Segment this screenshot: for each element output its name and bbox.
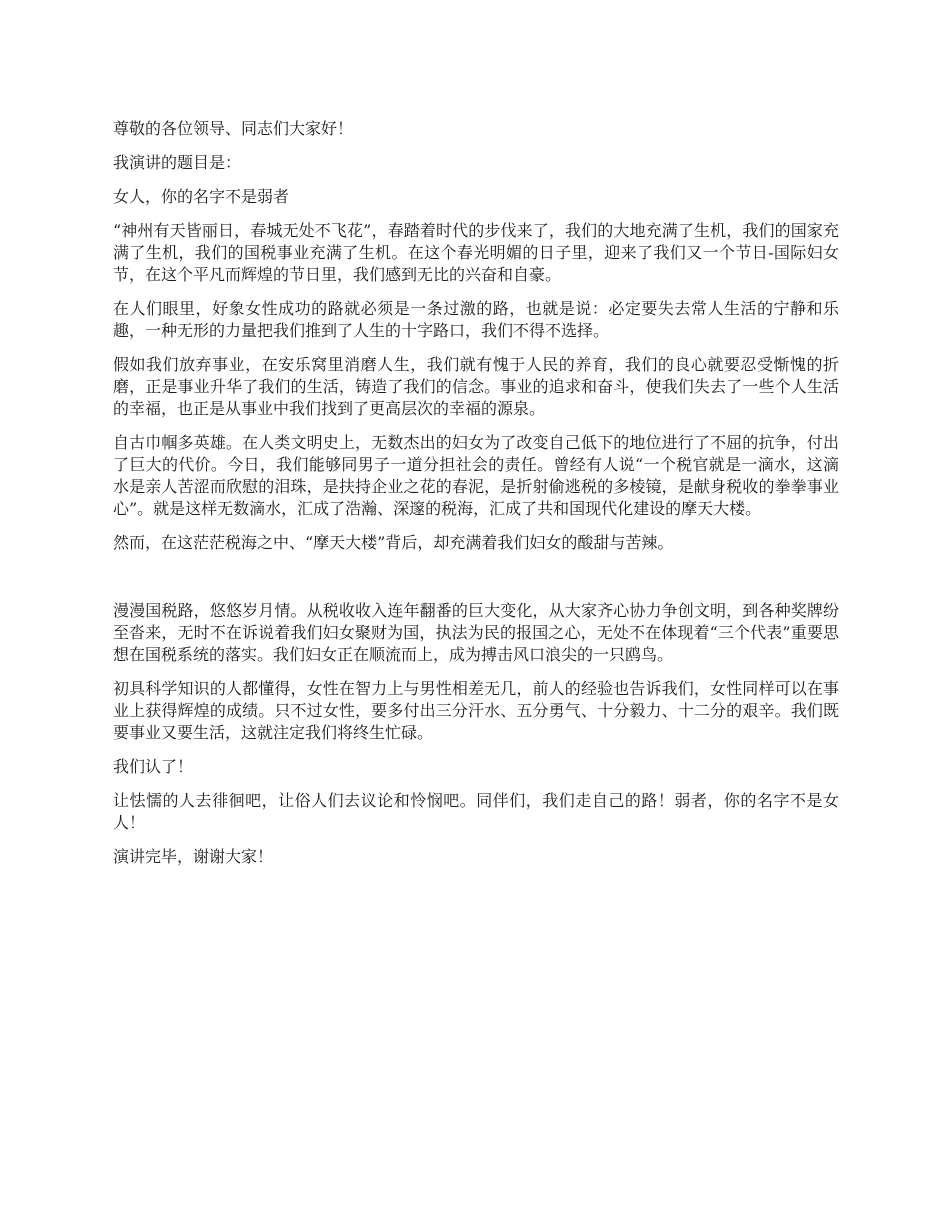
paragraph-gap [113,566,839,600]
greeting-paragraph: 尊敬的各位领导、同志们大家好！ [113,119,354,138]
document-page [113,118,839,880]
body-paragraph: 初具科学知识的人都懂得，女性在智力上与男性相差无几，前人的经验也告诉我们，女性同样可以在事业上获得辉煌的成绩。只不过女性，要多付出三分汗水、五分勇气、十分毅力、十二分的艰辛。我们既要事业又要生活，这就注定我们将终生忙碌。 [113,679,839,742]
body-paragraph: 让怯懦的人去徘徊吧，让俗人们去议论和怜悯吧。同伴们，我们走自己的路！弱者，你的名字不是女人！ [113,791,839,832]
body-paragraph: 假如我们放弃事业，在安乐窝里消磨人生，我们就有愧于人民的养育，我们的良心就要忍受惭愧的折磨，正是事业升华了我们的生活，铸造了我们的信念。事业的追求和奋斗，使我们失去了一些个人生活的幸福，也正是从事业中我们找到了更高层次的幸福的源泉。 [113,355,839,418]
topic-intro-paragraph: 我演讲的题目是： [113,153,242,172]
body-paragraph: 在人们眼里，好象女性成功的路就必须是一条过激的路，也就是说：必定要失去常人生活的宁静和乐趣，一种无形的力量把我们推到了人生的十字路口，我们不得不选择。 [113,299,839,340]
body-paragraph: 然而，在这茫茫税海之中、“摩天大楼”背后，却充满着我们妇女的酸甜与苦辣。 [113,533,674,552]
body-paragraph: 漫漫国税路，悠悠岁月情。从税收收入连年翻番的巨大变化，从大家齐心协力争创文明，到各种奖牌纷至沓来，无时不在诉说着我们妇女聚财为国，执法为民的报国之心，无处不在体现着“三个代表”重要思想在国税系统的落实。我们妇女正在顺流而上，成为搏击风口浪尖的一只鸥鸟。 [113,601,839,664]
body-paragraph: 自古巾帼多英雄。在人类文明史上，无数杰出的妇女为了改变自己低下的地位进行了不屈的抗争，付出了巨大的代价。今日，我们能够同男子一道分担社会的责任。曾经有人说“一个税官就是一滴水，这滴水是亲人苦涩而欣慰的泪珠，是扶持企业之花的春泥，是折射偷逃税的多棱镜，是献身税收的拳拳事业心”。就是这样无数滴水，汇成了浩瀚、深邃的税海，汇成了共和国现代化建设的摩天大楼。 [113,433,839,518]
body-paragraph: “神州有天皆丽日，春城无处不飞花”，春踏着时代的步伐来了，我们的大地充满了生机，我们的国家充满了生机，我们的国税事业充满了生机。在这个春光明媚的日子里，迎来了我们又一个节日-国际妇女节，在这个平凡而辉煌的节日里，我们感到无比的兴奋和自豪。 [113,221,839,284]
body-paragraph: 我们认了！ [113,757,194,776]
speech-title-paragraph: 女人，你的名字不是弱者 [113,187,290,206]
closing-paragraph: 演讲完毕，谢谢大家！ [113,847,274,866]
